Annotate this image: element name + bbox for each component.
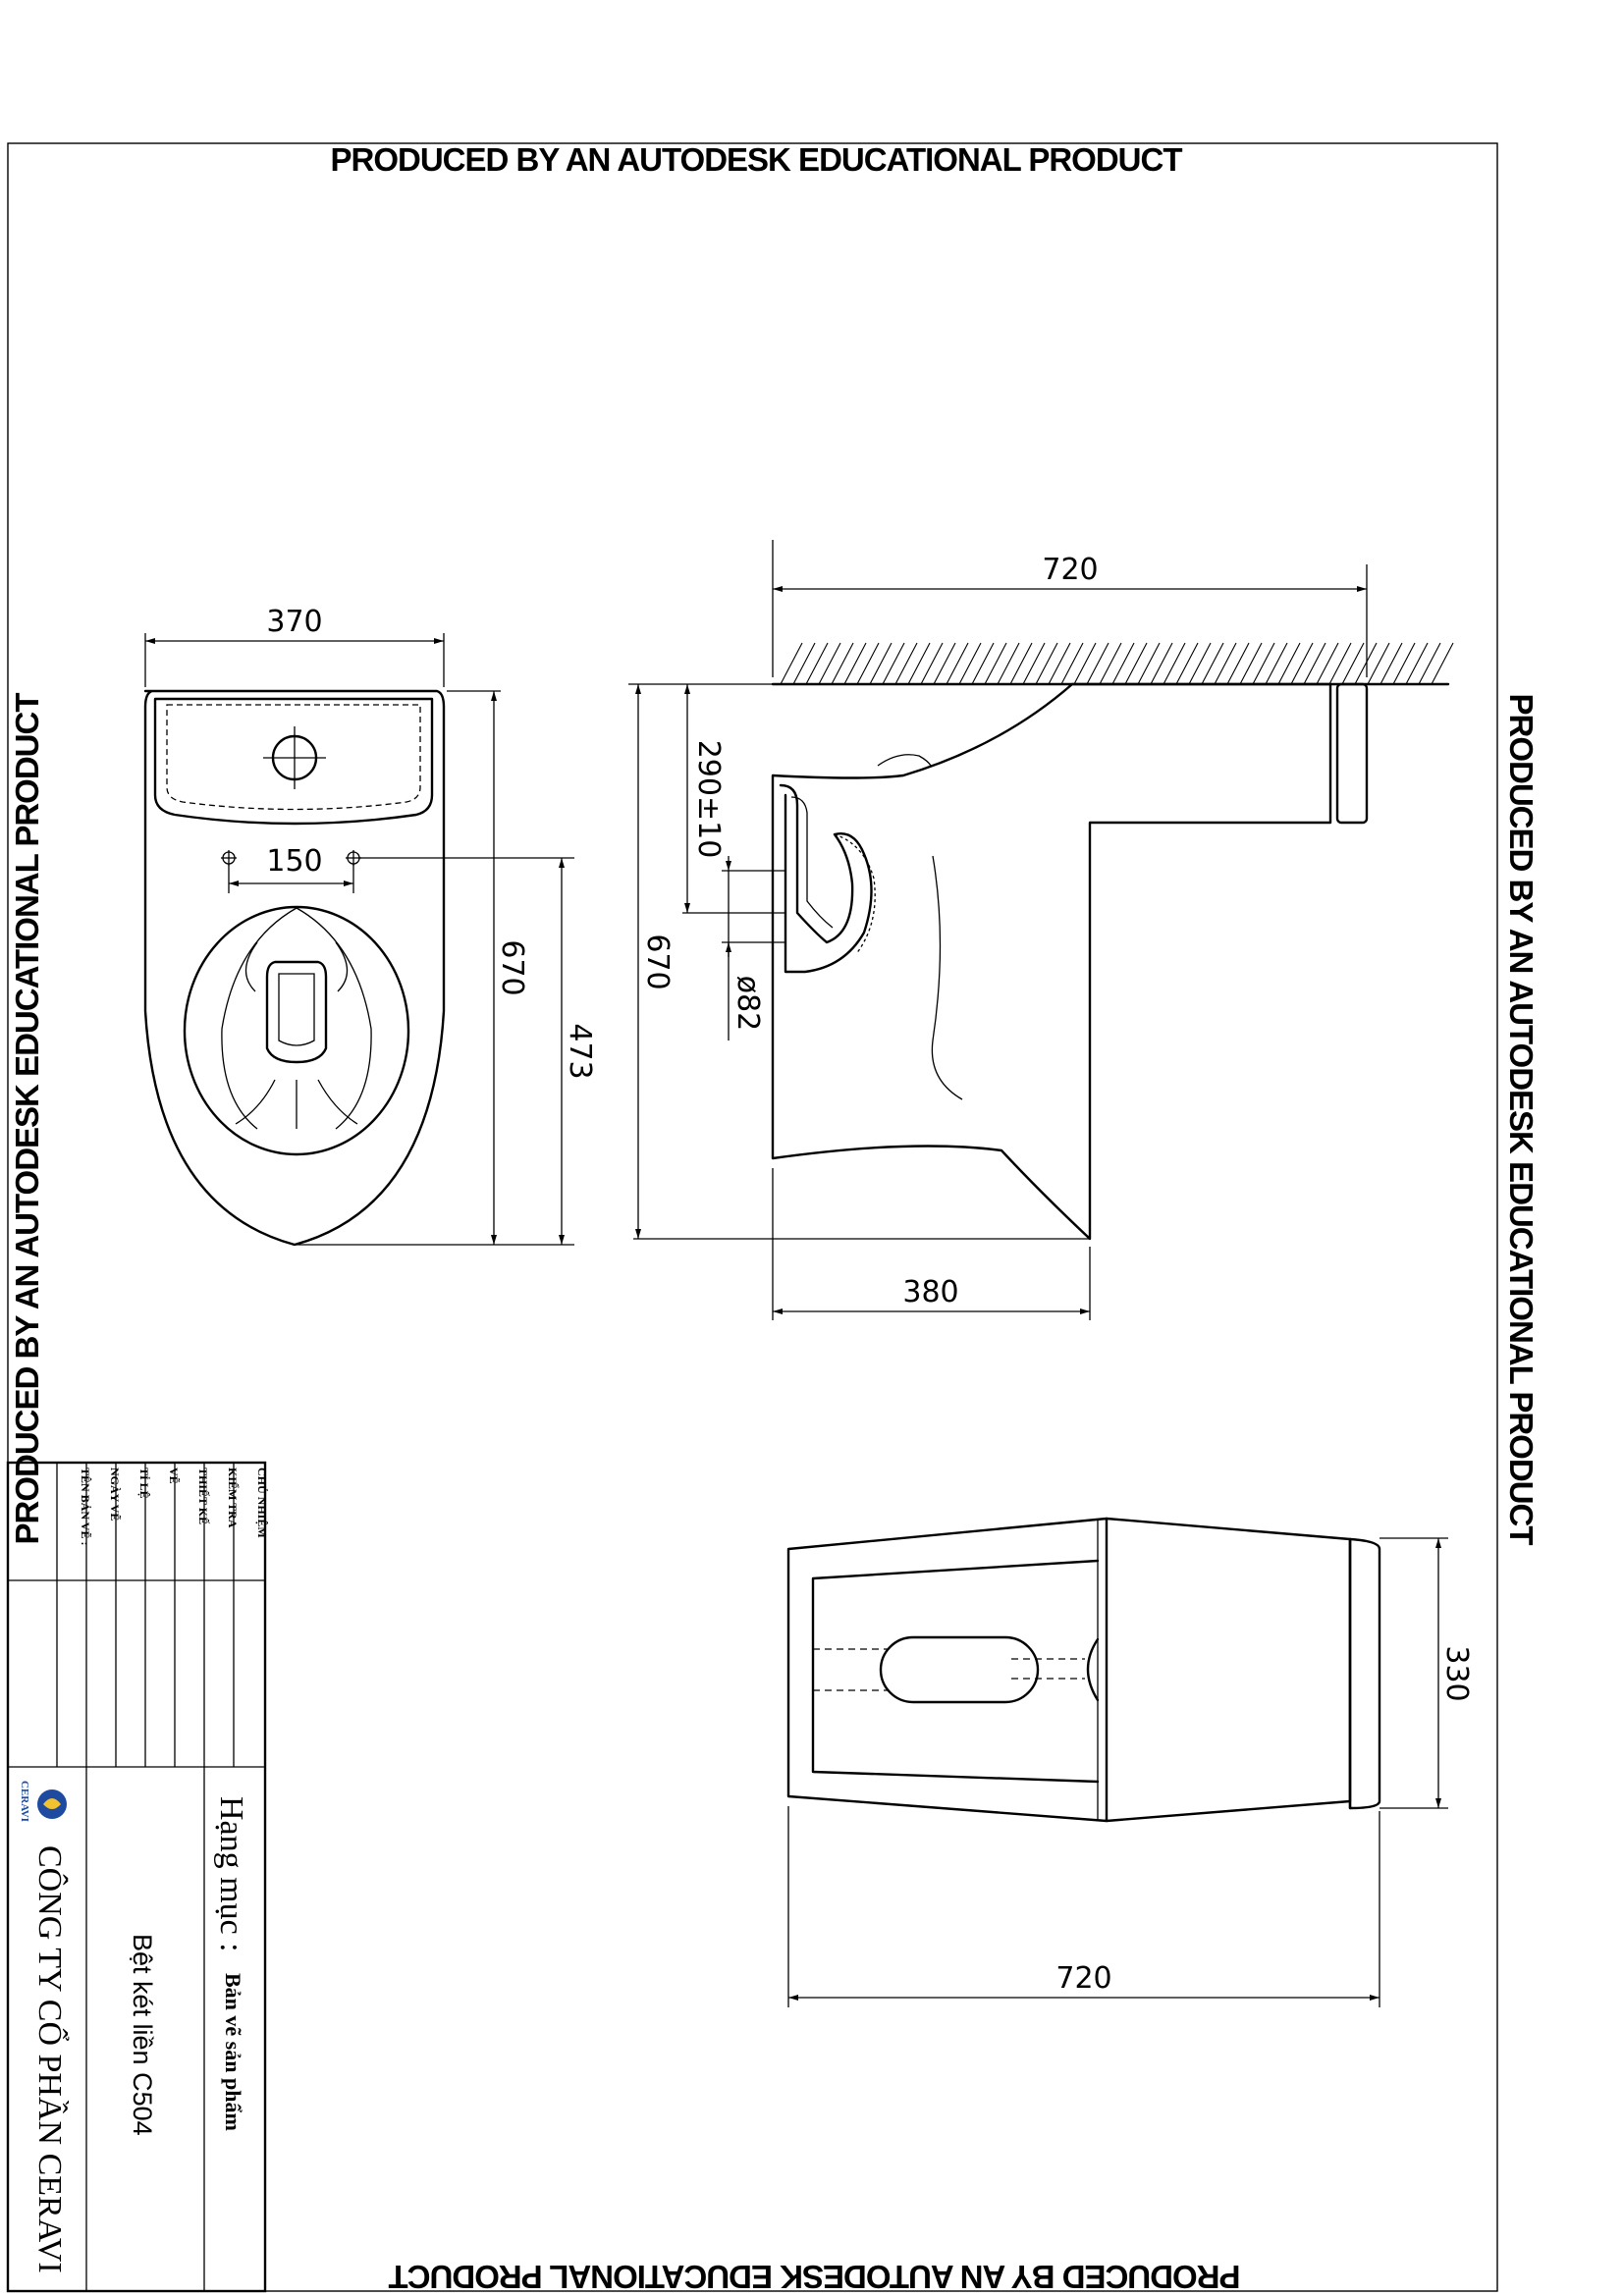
top-view — [145, 605, 597, 1245]
category-value: Bản vẽ sản phẩm — [221, 1973, 245, 2131]
dim-pipe-diameter: ø82 — [730, 975, 765, 1032]
dim-outlet-distance: 473 — [563, 1023, 597, 1080]
watermark-left: PRODUCED BY AN AUTODESK EDUCATIONAL PRODUCT — [9, 693, 45, 1545]
tank-lid-side — [1337, 684, 1367, 823]
product-name: Bệt két liền C504 — [128, 1934, 157, 2136]
company-logo — [19, 1781, 67, 1822]
dim-side-length: 720 — [1042, 553, 1099, 587]
side-view-outline — [773, 684, 1330, 1239]
role-kiem-tra: KIỂM TRA — [226, 1468, 240, 1528]
role-chu-nhiem: CHỦ NHIỆM — [255, 1468, 269, 1538]
dim-bolt-spacing: 150 — [266, 844, 323, 879]
dim-base-length: 380 — [902, 1275, 959, 1309]
side-view — [628, 540, 1453, 1320]
company-name: CÔNG TY CỔ PHẦN CERAVI — [31, 1845, 68, 2273]
role-ti-le: TỈ LỆ — [137, 1468, 151, 1499]
dim-side-height: 670 — [640, 934, 675, 990]
category-label: Hạng mục : — [213, 1796, 249, 1952]
plan-outlet — [881, 1637, 1038, 1702]
dim-outlet-height: 290±10 — [691, 739, 726, 859]
dim-top-depth: 670 — [495, 939, 529, 996]
role-ngay-ve: NGÀY VẼ — [108, 1468, 122, 1522]
dim-top-width: 370 — [266, 605, 323, 639]
dim-plan-length: 720 — [1055, 1961, 1112, 1996]
watermark-top: PRODUCED BY AN AUTODESK EDUCATIONAL PRODUCT — [330, 141, 1182, 178]
tank-outline — [155, 699, 432, 824]
dim-plan-width: 330 — [1439, 1645, 1474, 1702]
logo-text: CERAVI — [19, 1781, 30, 1822]
watermark-right: PRODUCED BY AN AUTODESK EDUCATIONAL PRODUCT — [1503, 693, 1540, 1545]
plan-view — [788, 1519, 1474, 2007]
watermark-bottom: PRODUCED BY AN AUTODESK EDUCATIONAL PRODUCT — [389, 2259, 1241, 2295]
wall-hatch — [781, 643, 1453, 684]
tank-lid-inner — [167, 705, 420, 810]
title-block — [8, 1463, 269, 2291]
drawing-frame — [8, 143, 1497, 2291]
outlet-hole — [267, 962, 326, 1062]
role-ve: VẼ — [167, 1468, 181, 1484]
role-thiet-ke: THIẾT KẾ — [196, 1468, 210, 1525]
trap-section — [781, 785, 872, 972]
role-ten-ban-ve: TÊN BẢN VẼ : — [79, 1468, 92, 1546]
